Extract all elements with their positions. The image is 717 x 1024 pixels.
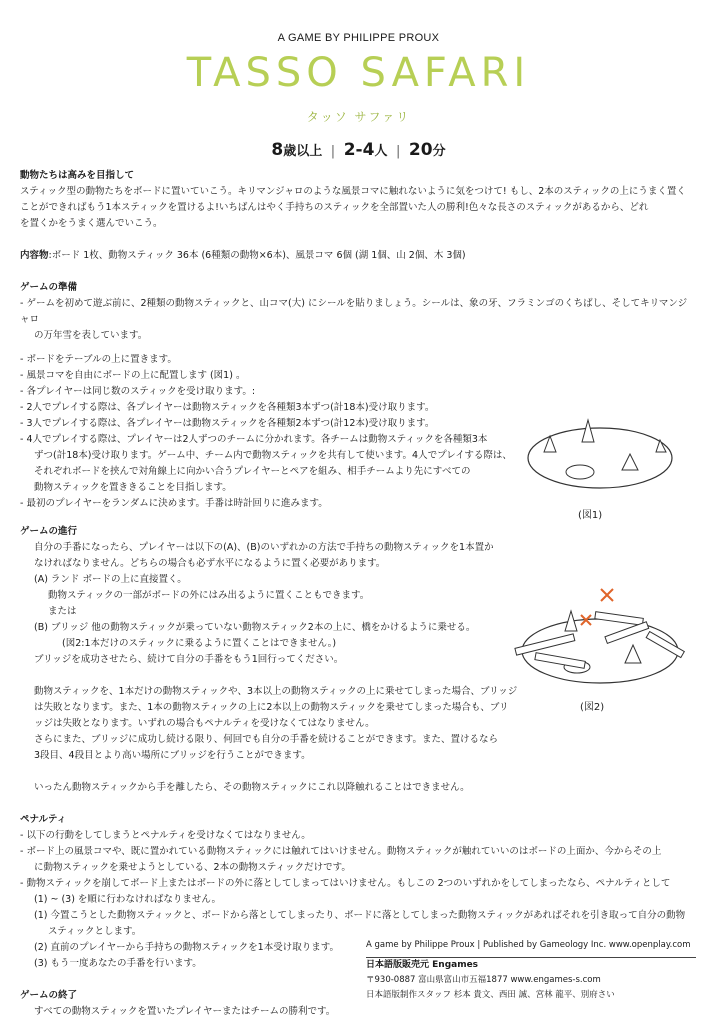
rule-a: (A) ランド ボードの上に直接置く。 [34,574,187,585]
progress-paragraph: 3段目、4段目とより高い場所にブリッジを行うことができます。 [34,750,311,761]
footer-credits [366,938,696,1003]
figure-1-caption: (図1) [578,510,603,521]
progress-paragraph: 動物スティックを、1本だけの動物スティックや、3本以上の動物スティックの上に乗せてしまった場合、ブリッジ [34,686,518,697]
penalty-line: - 動物スティックを崩してボード上またはボードの外に落としてしまってはいけません。もしこの 2つのいずれかをしてしまったなら、ペナルティとして [20,878,671,889]
setup-line: - 各プレイヤーは同じ数のスティックを受け取ります。: [20,386,256,397]
age-suffix: 歳以上 [283,144,323,159]
penalty-heading: ペナルティ [20,814,67,825]
game-title-kana: タッソ サファリ [306,110,411,124]
byline: A GAME BY PHILIPPE PROUX [277,32,440,44]
penalty-line: - ボード上の風景コマや、既に置かれている動物スティックには触れてはいけません。動物スティックが触れていいのはボードの上面か、今からその上 [20,846,662,857]
setup-line: - 最初のプレイヤーをランダムに決めます。手番は時計回りに進みます。 [20,498,328,509]
intro-line: ことができればもう1本スティックを置けるよ!いちばんはやく手持ちのスティックを全部置いた人の勝利!色々な長さのスティックがあるから、どれ [20,202,649,213]
game-meta [0,140,717,160]
cross-mark-icon [601,589,613,601]
setup-line: - 風景コマを自由にボードの上に配置します (図1) 。 [20,370,246,381]
progress-paragraph: は失敗となります。また、1本の動物スティックの上に2本以上の動物スティックを乗せてしまった場合も、ブリ [34,702,509,713]
progress-line: なければなりません。どちらの場合も必ず水平になるように置く必要があります。 [34,558,386,569]
rule-b-note: (図2:1本だけのスティックに乗るように置くことはできません。) [62,638,337,649]
setup-line: ずつ(計18本)受け取ります。ゲーム中、チーム内で動物スティックを共有して使います。4人でプレイする際は、 [34,450,512,461]
setup-line: 動物スティックを置ききることを目指します。 [34,482,232,493]
footer-address: 〒930-0887 富山県富山市五福1877 www.engames-s.com [366,975,601,985]
time-suffix: 分 [432,144,446,159]
end-heading: ゲームの終了 [20,990,78,1001]
progress-paragraph: さらにまた、ブリッジに成功し続ける限り、何回でも自分の手番を続けることができます。また、置けるなら [34,734,498,745]
figure-2-illustration [505,585,690,695]
board-shape [522,619,678,683]
footer-credits-line: A game by Philippe Proux | Published by Gameology Inc. www.openplay.com [366,940,691,950]
rule-a-detail: 動物スティックの一部がボードの外にはみ出るように置くこともできます。 [48,590,370,601]
contents-line [20,248,690,264]
setup-line: それぞれボードを挟んで対角線上に向かい合うプレイヤーとペアを組み、相手チームより先にすべての [34,466,471,477]
footer-staff: 日本語版制作スタッフ 杉本 貴文、西田 誠、宮林 龍平、別府さい [366,990,615,1000]
penalty-line: (1) 今置こうとした動物スティックと、ボードから落としてしまったり、ボードに落としてしまった動物スティックがあればそれを引き取って自分の動物 [34,910,686,921]
setup-line: の万年雪を表しています。 [34,330,148,341]
setup-line: - ボードをテーブルの上に置きます。 [20,354,177,365]
meta-separator: | [330,144,336,159]
penalty-line: (3) もう一度あなたの手番を行います。 [34,958,202,969]
setup-line: - 2人でプレイする際は、各プレイヤーは動物スティックを各種類3本ずつ(計18本)受け取ります。 [20,402,435,413]
age-value: 8 [271,140,284,160]
figure-2-caption: (図2) [580,702,605,713]
progress-line: 自分の手番になったら、プレイヤーは以下の(A)、(B)のいずれかの方法で手持ちの動物スティックを1本置か [34,542,494,553]
setup-heading: ゲームの準備 [20,282,78,293]
setup-line: - 3人でプレイする際は、各プレイヤーは動物スティックを各種類2本ずつ(計12本)受け取ります。 [20,418,435,429]
contents-text: :ボード 1枚、動物スティック 36本 (6種類の動物×6本)、風景コマ 6個 (湖 1個、山 2個、木 3個) [48,250,466,261]
players-suffix: 人 [374,144,388,159]
figure-1-illustration [520,400,680,500]
players-value: 2-4 [343,140,375,160]
intro-line: スティック型の動物たちをボードに置いていこう。キリマンジャロのような風景コマに触れないように気をつけて! もし、2本のスティックの上にうまく置く [20,186,686,197]
time-value: 20 [408,140,433,160]
end-text: すべての動物スティックを置いたプレイヤーまたはチームの勝利です。 [34,1006,336,1017]
progress-paragraph: ッジは失敗となります。いずれの場合もペナルティを受けなくてはなりません。 [34,718,375,729]
rule-b: (B) ブリッジ 他の動物スティックが乗っていない動物スティック2本の上に、橋をかけるように乗せる。 [34,622,476,633]
penalty-line: (2) 直前のプレイヤーから手持ちの動物スティックを1本受け取ります。 [34,942,339,953]
setup-line: - 4人でプレイする際は、プレイヤーは2人ずつのチームに分かれます。各チームは動物スティックを各種類3本 [20,434,488,445]
meta-separator: | [395,144,401,159]
intro-line: を置くかをうまく選んでいこう。 [20,218,163,229]
setup-line: - ゲームを初めて遊ぶ前に、2種類の動物スティックと、山コマ(大) にシールを貼りましょう。シールは、象の牙、フラミンゴのくちばし、そしてキリマンジャロ [20,298,688,325]
penalty-line: スティックとします。 [48,926,142,937]
intro-heading: 動物たちは高みを目指して [20,170,135,181]
lake-piece [566,465,594,479]
footer-publisher: 日本語版販売元 Engames [366,960,479,970]
rule-b-after: ブリッジを成功させたら、続けて自分の手番をもう1回行ってください。 [34,654,344,665]
penalty-line: (1) ~ (3) を順に行わなければなりません。 [34,894,222,905]
penalty-line: - 以下の行動をしてしまうとペナルティを受けなくてはなりません。 [20,830,311,841]
progress-paragraph: いったん動物スティックから手を離したら、その動物スティックにこれ以降触れることはできません。 [34,782,470,793]
game-title: TASSO SAFARI [186,50,531,96]
penalty-line: に動物スティックを乗せようとしている、2本の動物スティックだけです。 [34,862,351,873]
contents-label: 内容物 [20,250,49,261]
rule-or: または [48,606,77,617]
progress-heading: ゲームの進行 [20,526,78,537]
